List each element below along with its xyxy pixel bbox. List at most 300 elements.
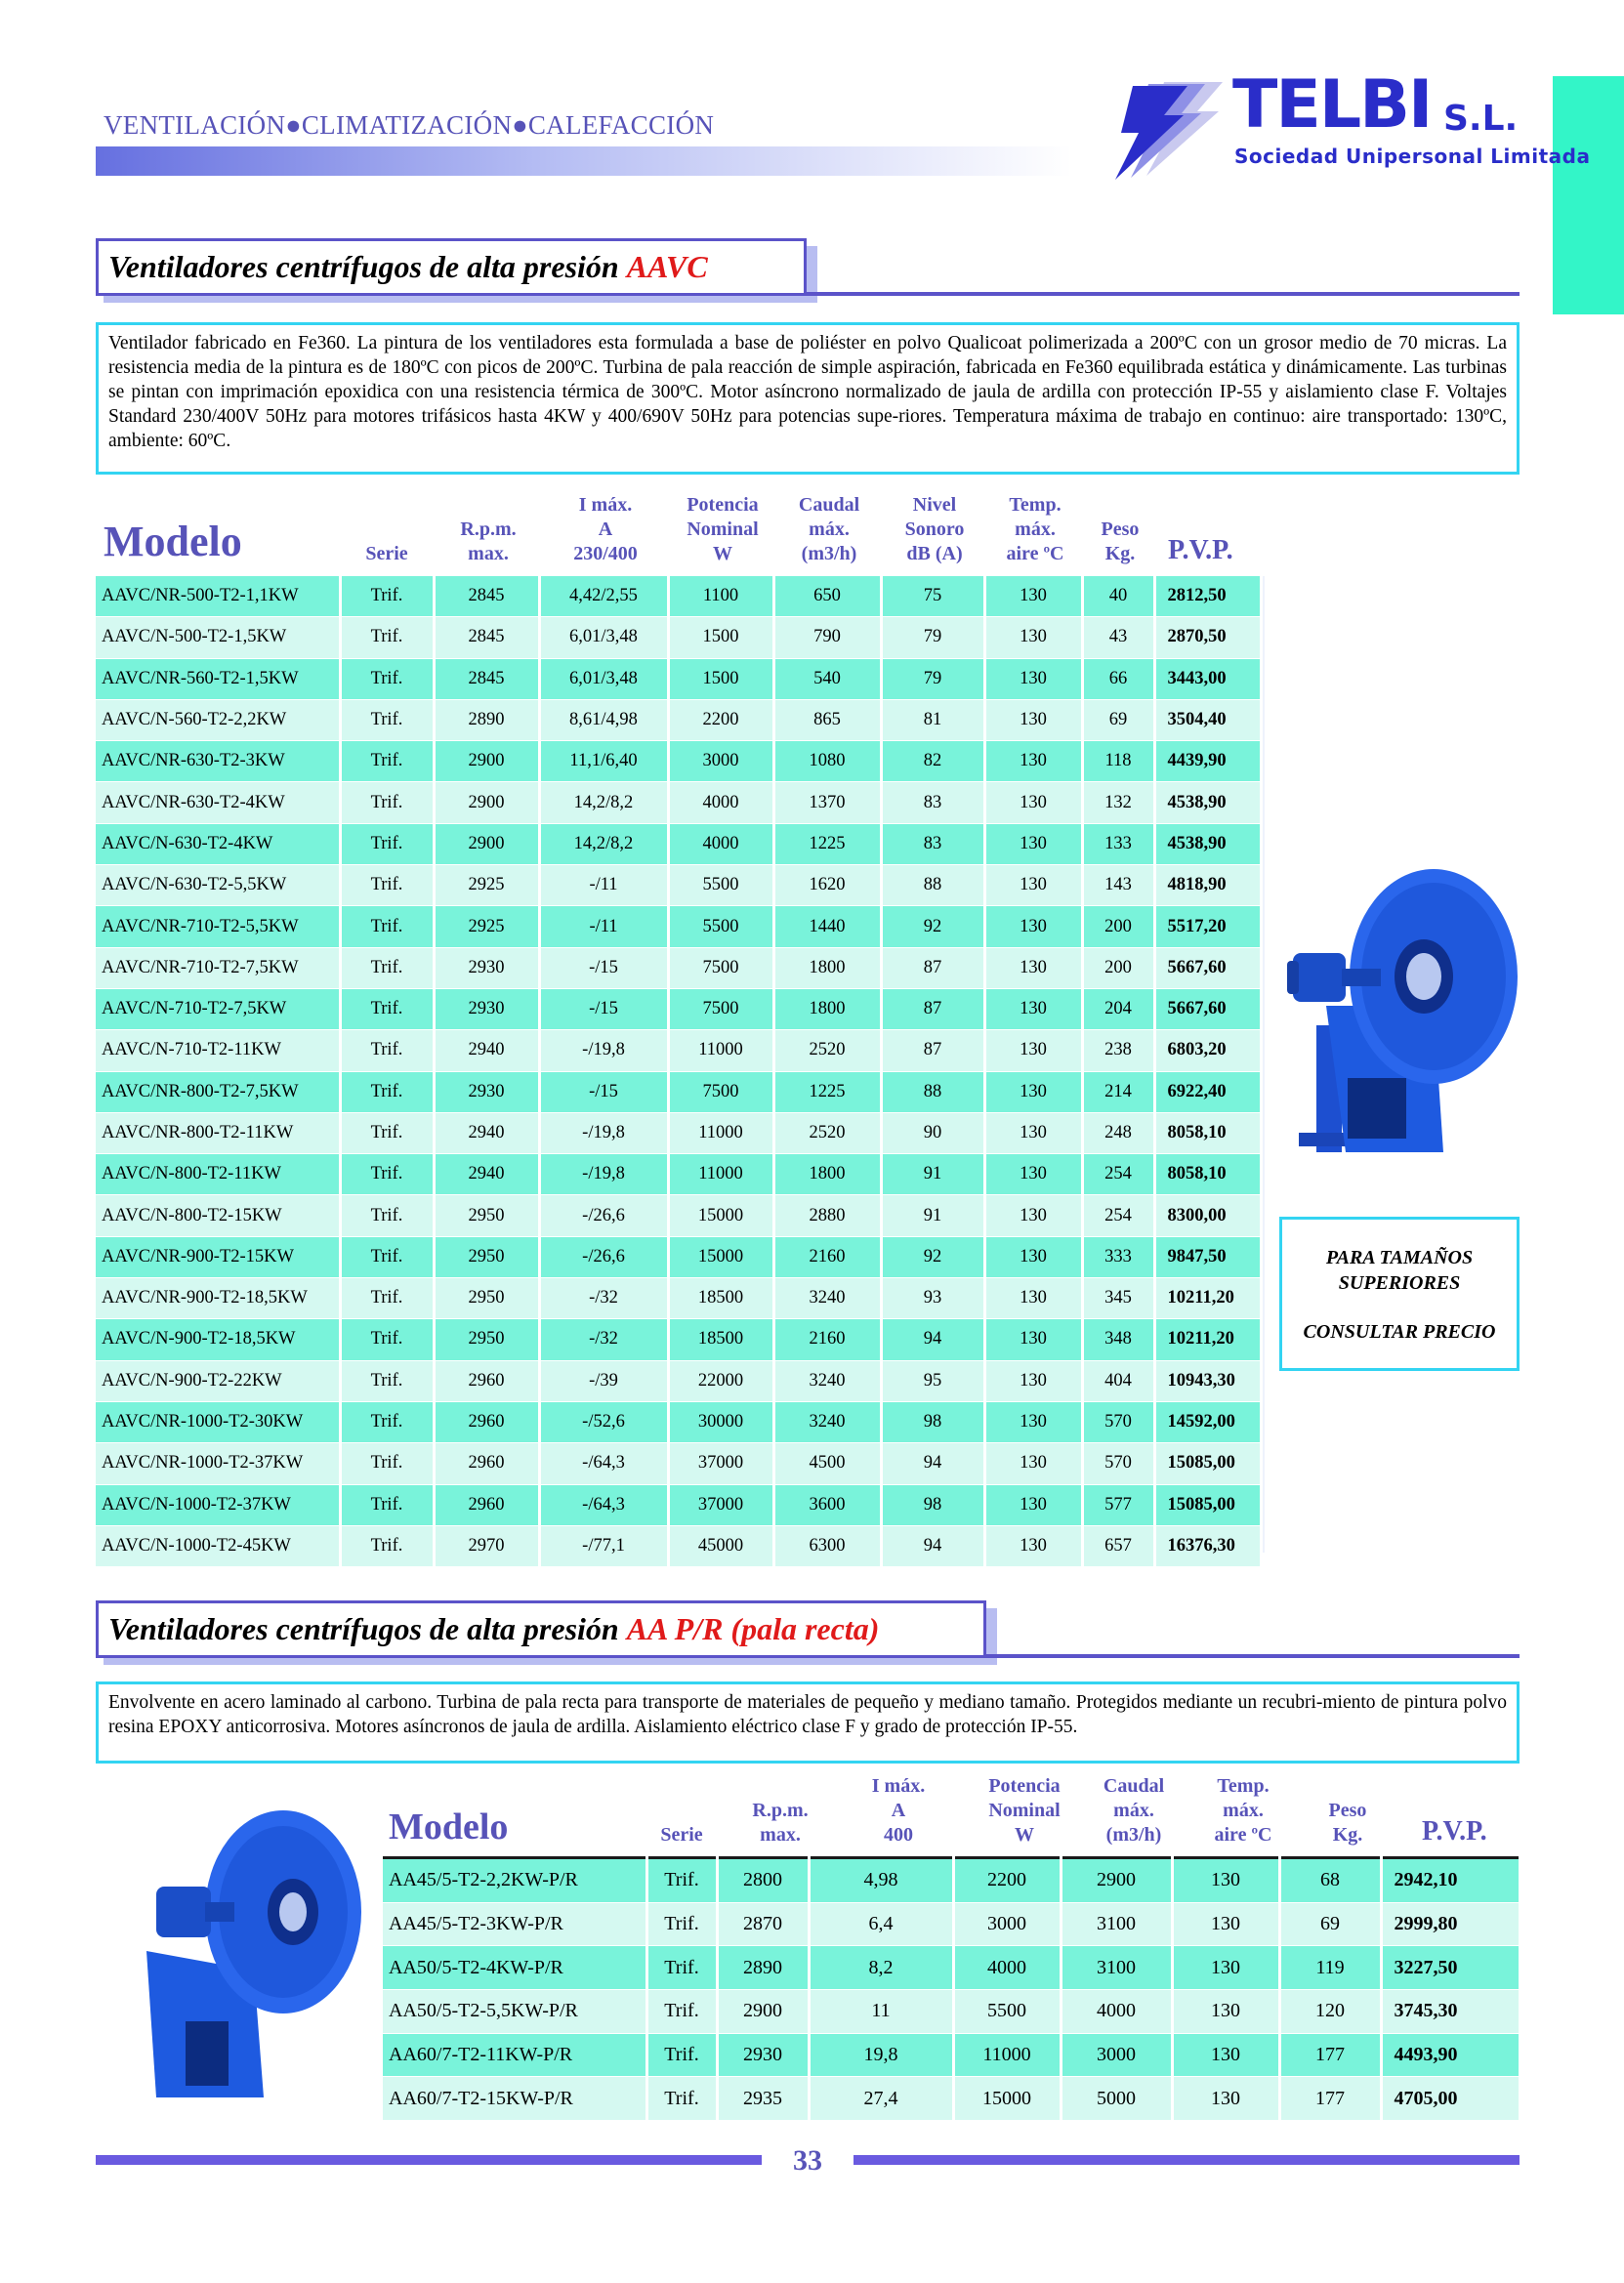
value-cell: 75	[881, 576, 984, 617]
value-cell: 348	[1082, 1319, 1154, 1360]
value-cell: Trif.	[340, 658, 434, 699]
price-cell: 2870,50	[1154, 617, 1261, 658]
value-cell: 1800	[773, 947, 881, 988]
value-cell: 94	[881, 1319, 984, 1360]
value-cell: 130	[984, 988, 1082, 1029]
value-cell: 79	[881, 617, 984, 658]
s2-header-caudal: Caudal máx. (m3/h)	[1103, 1775, 1165, 1846]
value-cell: 130	[984, 741, 1082, 782]
model-cell: AA45/5-T2-2,2KW-P/R	[383, 1858, 646, 1903]
value-cell: 345	[1082, 1278, 1154, 1319]
value-cell: 1800	[773, 1154, 881, 1195]
value-cell: 2925	[434, 906, 539, 947]
table-row	[383, 1990, 1520, 2034]
value-cell: 92	[881, 1236, 984, 1277]
model-cell: AAVC/NR-710-T2-7,5KW	[96, 947, 340, 988]
value-cell: 130	[984, 782, 1082, 823]
value-cell: Trif.	[646, 1902, 717, 1946]
value-cell: 18500	[668, 1319, 773, 1360]
value-cell: 120	[1279, 1990, 1381, 2034]
value-cell: -/11	[539, 865, 668, 906]
value-cell: 2900	[434, 741, 539, 782]
value-cell: 2930	[434, 988, 539, 1029]
table-row	[96, 1443, 1261, 1484]
value-cell: 11000	[668, 1030, 773, 1071]
s2-header-temp: Temp. máx. aire ºC	[1214, 1775, 1272, 1846]
value-cell: Trif.	[646, 1946, 717, 1990]
price-cell: 6803,20	[1154, 1030, 1261, 1071]
value-cell: -/32	[539, 1319, 668, 1360]
value-cell: 7500	[668, 947, 773, 988]
value-cell: 8,61/4,98	[539, 699, 668, 740]
aa-pr-price-table	[383, 1856, 1521, 2121]
value-cell: 11,1/6,40	[539, 741, 668, 782]
value-cell: Trif.	[340, 1030, 434, 1071]
value-cell: 2890	[717, 1946, 809, 1990]
value-cell: 4,42/2,55	[539, 576, 668, 617]
value-cell: -/19,8	[539, 1112, 668, 1153]
price-cell: 4538,90	[1154, 823, 1261, 864]
value-cell: 66	[1082, 658, 1154, 699]
value-cell: 238	[1082, 1030, 1154, 1071]
value-cell: -/39	[539, 1360, 668, 1401]
table-row	[383, 1946, 1520, 1990]
value-cell: 7500	[668, 1071, 773, 1112]
value-cell: 2870	[717, 1902, 809, 1946]
model-cell: AAVC/NR-800-T2-7,5KW	[96, 1071, 340, 1112]
model-cell: AAVC/NR-560-T2-1,5KW	[96, 658, 340, 699]
value-cell: 94	[881, 1525, 984, 1566]
value-cell: 133	[1082, 823, 1154, 864]
value-cell: 6,01/3,48	[539, 658, 668, 699]
model-cell: AAVC/N-1000-T2-37KW	[96, 1484, 340, 1525]
value-cell: 2960	[434, 1360, 539, 1401]
value-cell: 19,8	[809, 2033, 953, 2077]
value-cell: 1500	[668, 617, 773, 658]
model-cell: AAVC/N-900-T2-22KW	[96, 1360, 340, 1401]
value-cell: Trif.	[646, 1990, 717, 2034]
price-cell: 16376,30	[1154, 1525, 1261, 1566]
value-cell: 790	[773, 617, 881, 658]
value-cell: Trif.	[646, 1858, 717, 1903]
model-cell: AA60/7-T2-11KW-P/R	[383, 2033, 646, 2077]
price-cell: 5517,20	[1154, 906, 1261, 947]
value-cell: 130	[984, 617, 1082, 658]
value-cell: 650	[773, 576, 881, 617]
value-cell: 4,98	[809, 1858, 953, 1903]
value-cell: 2930	[717, 2033, 809, 2077]
value-cell: -/11	[539, 906, 668, 947]
value-cell: 1100	[668, 576, 773, 617]
value-cell: 88	[881, 1071, 984, 1112]
value-cell: 11000	[668, 1112, 773, 1153]
value-cell: 11000	[668, 1154, 773, 1195]
value-cell: -/15	[539, 988, 668, 1029]
s1-header-modelo: Modelo	[104, 518, 242, 565]
value-cell: 18500	[668, 1278, 773, 1319]
model-cell: AAVC/NR-630-T2-4KW	[96, 782, 340, 823]
table-row	[96, 1030, 1261, 1071]
value-cell: 200	[1082, 906, 1154, 947]
table-row	[383, 2033, 1520, 2077]
value-cell: 2950	[434, 1236, 539, 1277]
value-cell: 37000	[668, 1484, 773, 1525]
value-cell: 130	[984, 1071, 1082, 1112]
value-cell: 94	[881, 1443, 984, 1484]
value-cell: 4000	[953, 1946, 1061, 1990]
value-cell: Trif.	[340, 1360, 434, 1401]
model-cell: AAVC/N-900-T2-18,5KW	[96, 1319, 340, 1360]
value-cell: 8,2	[809, 1946, 953, 1990]
value-cell: 119	[1279, 1946, 1381, 1990]
value-cell: 14,2/8,2	[539, 782, 668, 823]
value-cell: 130	[984, 947, 1082, 988]
value-cell: 2970	[434, 1525, 539, 1566]
value-cell: 2880	[773, 1195, 881, 1236]
value-cell: Trif.	[340, 1112, 434, 1153]
value-cell: 87	[881, 988, 984, 1029]
table-row	[96, 1071, 1261, 1112]
value-cell: 2950	[434, 1319, 539, 1360]
value-cell: 132	[1082, 782, 1154, 823]
value-cell: 5000	[1061, 2077, 1172, 2121]
value-cell: Trif.	[340, 906, 434, 947]
value-cell: -/26,6	[539, 1195, 668, 1236]
footer-bar-right	[854, 2155, 1520, 2165]
value-cell: -/52,6	[539, 1401, 668, 1442]
table-row	[96, 1319, 1261, 1360]
value-cell: 2160	[773, 1319, 881, 1360]
price-cell: 4439,90	[1154, 741, 1261, 782]
value-cell: 3100	[1061, 1946, 1172, 1990]
value-cell: 130	[984, 1278, 1082, 1319]
value-cell: 68	[1279, 1858, 1381, 1903]
price-cell: 8058,10	[1154, 1154, 1261, 1195]
footer-bar-left	[96, 2155, 762, 2165]
value-cell: 6300	[773, 1525, 881, 1566]
model-cell: AAVC/N-1000-T2-45KW	[96, 1525, 340, 1566]
value-cell: 1080	[773, 741, 881, 782]
value-cell: 130	[1172, 1990, 1279, 2034]
price-cell: 5667,60	[1154, 947, 1261, 988]
value-cell: 2960	[434, 1443, 539, 1484]
section2-title-series: AA P/R (pala recta)	[626, 1611, 880, 1646]
value-cell: 2960	[434, 1484, 539, 1525]
value-cell: 90	[881, 1112, 984, 1153]
aavc-price-table	[96, 576, 1263, 1567]
value-cell: 2200	[668, 699, 773, 740]
value-cell: 130	[984, 1360, 1082, 1401]
value-cell: -/64,3	[539, 1484, 668, 1525]
value-cell: 248	[1082, 1112, 1154, 1153]
value-cell: Trif.	[340, 699, 434, 740]
value-cell: 2950	[434, 1278, 539, 1319]
value-cell: Trif.	[340, 1525, 434, 1566]
model-cell: AAVC/NR-800-T2-11KW	[96, 1112, 340, 1153]
s1-header-caudal: Caudal máx. (m3/h)	[798, 494, 860, 564]
value-cell: 2925	[434, 865, 539, 906]
value-cell: 87	[881, 947, 984, 988]
table-row	[96, 1278, 1261, 1319]
value-cell: Trif.	[340, 1278, 434, 1319]
value-cell: 4000	[668, 782, 773, 823]
value-cell: 4500	[773, 1443, 881, 1484]
value-cell: 4000	[1061, 1990, 1172, 2034]
value-cell: 130	[984, 865, 1082, 906]
table-row	[96, 1112, 1261, 1153]
s1-header-serie: Serie	[365, 543, 408, 564]
value-cell: 254	[1082, 1195, 1154, 1236]
centrifugal-fan-image	[1287, 859, 1525, 1164]
value-cell: 2900	[434, 823, 539, 864]
value-cell: 130	[984, 699, 1082, 740]
model-cell: AAVC/NR-630-T2-3KW	[96, 741, 340, 782]
value-cell: 570	[1082, 1443, 1154, 1484]
value-cell: 130	[984, 906, 1082, 947]
value-cell: 118	[1082, 741, 1154, 782]
value-cell: 177	[1279, 2033, 1381, 2077]
price-cell: 8058,10	[1154, 1112, 1261, 1153]
value-cell: 570	[1082, 1401, 1154, 1442]
value-cell: Trif.	[340, 988, 434, 1029]
value-cell: Trif.	[646, 2033, 717, 2077]
s2-header-modelo: Modelo	[389, 1806, 509, 1847]
price-cell: 4705,00	[1381, 2077, 1520, 2121]
value-cell: 2935	[717, 2077, 809, 2121]
value-cell: 204	[1082, 988, 1154, 1029]
value-cell: Trif.	[340, 1484, 434, 1525]
value-cell: -/19,8	[539, 1154, 668, 1195]
value-cell: 3000	[668, 741, 773, 782]
value-cell: 98	[881, 1484, 984, 1525]
header-tagline: VENTILACIÓN●CLIMATIZACIÓN●CALEFACCIÓN	[104, 110, 715, 140]
table-row	[383, 1858, 1520, 1903]
value-cell: 1225	[773, 823, 881, 864]
s1-header-temp: Temp. máx. aire ºC	[1006, 494, 1064, 564]
value-cell: 2520	[773, 1030, 881, 1071]
table-row	[96, 1236, 1261, 1277]
table-row	[96, 865, 1261, 906]
value-cell: Trif.	[340, 947, 434, 988]
value-cell: 657	[1082, 1525, 1154, 1566]
value-cell: -/26,6	[539, 1236, 668, 1277]
s1-header-imax: I máx. A 230/400	[573, 494, 638, 564]
model-cell: AA50/5-T2-5,5KW-P/R	[383, 1990, 646, 2034]
value-cell: 2900	[717, 1990, 809, 2034]
value-cell: 40	[1082, 576, 1154, 617]
table-row	[96, 1360, 1261, 1401]
s2-header-imax: I máx. A 400	[871, 1775, 926, 1846]
section2-title	[96, 1600, 986, 1658]
model-cell: AAVC/NR-1000-T2-30KW	[96, 1401, 340, 1442]
side-accent-tab	[1553, 76, 1624, 314]
value-cell: -/64,3	[539, 1443, 668, 1484]
table-row	[96, 1154, 1261, 1195]
logo-name: TELBI	[1232, 66, 1432, 144]
logo-suffix: S.L.	[1443, 99, 1519, 139]
price-cell: 5667,60	[1154, 988, 1261, 1029]
value-cell: 2845	[434, 617, 539, 658]
price-cell: 14592,00	[1154, 1401, 1261, 1442]
table-row	[383, 2077, 1520, 2121]
value-cell: 2960	[434, 1401, 539, 1442]
value-cell: -/15	[539, 1071, 668, 1112]
s2-header-potencia: Potencia Nominal W	[988, 1775, 1061, 1846]
value-cell: 130	[1172, 2033, 1279, 2077]
value-cell: 15000	[668, 1195, 773, 1236]
lightning-logo-icon	[1103, 78, 1230, 195]
value-cell: 143	[1082, 865, 1154, 906]
value-cell: 81	[881, 699, 984, 740]
value-cell: 130	[984, 1319, 1082, 1360]
value-cell: 2900	[434, 782, 539, 823]
logo-subtitle: Sociedad Unipersonal Limitada	[1234, 145, 1591, 168]
table-row	[96, 1195, 1261, 1236]
table-row	[96, 576, 1261, 617]
value-cell: Trif.	[340, 1195, 434, 1236]
value-cell: 82	[881, 741, 984, 782]
model-cell: AAVC/NR-500-T2-1,1KW	[96, 576, 340, 617]
value-cell: 22000	[668, 1360, 773, 1401]
table-row	[96, 699, 1261, 740]
value-cell: 577	[1082, 1484, 1154, 1525]
price-cell: 3443,00	[1154, 658, 1261, 699]
model-cell: AAVC/NR-1000-T2-37KW	[96, 1443, 340, 1484]
value-cell: 2800	[717, 1858, 809, 1903]
price-cell: 4538,90	[1154, 782, 1261, 823]
value-cell: 2890	[434, 699, 539, 740]
table-row	[96, 988, 1261, 1029]
model-cell: AAVC/NR-900-T2-15KW	[96, 1236, 340, 1277]
value-cell: 5500	[668, 906, 773, 947]
value-cell: 130	[1172, 1858, 1279, 1903]
model-cell: AAVC/NR-710-T2-5,5KW	[96, 906, 340, 947]
value-cell: 130	[984, 1236, 1082, 1277]
model-cell: AAVC/N-710-T2-11KW	[96, 1030, 340, 1071]
value-cell: 5500	[953, 1990, 1061, 2034]
value-cell: 3240	[773, 1401, 881, 1442]
value-cell: 2930	[434, 1071, 539, 1112]
value-cell: 130	[984, 1484, 1082, 1525]
straight-blade-fan-image	[137, 1805, 361, 2097]
consult-price-notice: PARA TAMAÑOS SUPERIORES CONSULTAR PRECIO	[1279, 1217, 1520, 1371]
model-cell: AAVC/N-800-T2-15KW	[96, 1195, 340, 1236]
value-cell: 130	[984, 1154, 1082, 1195]
value-cell: 2950	[434, 1195, 539, 1236]
value-cell: 130	[984, 1401, 1082, 1442]
price-cell: 2942,10	[1381, 1858, 1520, 1903]
value-cell: 177	[1279, 2077, 1381, 2121]
value-cell: 88	[881, 865, 984, 906]
value-cell: 200	[1082, 947, 1154, 988]
price-cell: 3504,40	[1154, 699, 1261, 740]
model-cell: AA60/7-T2-15KW-P/R	[383, 2077, 646, 2121]
value-cell: 2845	[434, 576, 539, 617]
value-cell: 1800	[773, 988, 881, 1029]
value-cell: 69	[1279, 1902, 1381, 1946]
value-cell: 333	[1082, 1236, 1154, 1277]
value-cell: 92	[881, 906, 984, 947]
table-row	[96, 1525, 1261, 1566]
model-cell: AAVC/N-500-T2-1,5KW	[96, 617, 340, 658]
value-cell: 1440	[773, 906, 881, 947]
value-cell: 6,4	[809, 1902, 953, 1946]
value-cell: 3600	[773, 1484, 881, 1525]
value-cell: Trif.	[340, 1319, 434, 1360]
s1-header-nivel: Nivel Sonoro dB (A)	[904, 494, 965, 564]
value-cell: 15000	[668, 1236, 773, 1277]
price-cell: 10211,20	[1154, 1319, 1261, 1360]
table-row	[96, 906, 1261, 947]
model-cell: AAVC/NR-900-T2-18,5KW	[96, 1278, 340, 1319]
section1-title-series: AAVC	[626, 249, 708, 284]
value-cell: 5500	[668, 865, 773, 906]
value-cell: 98	[881, 1401, 984, 1442]
table-row	[96, 1401, 1261, 1442]
value-cell: 83	[881, 782, 984, 823]
value-cell: Trif.	[340, 1154, 434, 1195]
value-cell: 404	[1082, 1360, 1154, 1401]
price-cell: 4493,90	[1381, 2033, 1520, 2077]
header-gradient-bar	[96, 146, 1072, 176]
value-cell: 43	[1082, 617, 1154, 658]
value-cell: Trif.	[340, 865, 434, 906]
value-cell: Trif.	[340, 1071, 434, 1112]
value-cell: 79	[881, 658, 984, 699]
table-row	[96, 782, 1261, 823]
price-cell: 15085,00	[1154, 1443, 1261, 1484]
value-cell: 27,4	[809, 2077, 953, 2121]
value-cell: 69	[1082, 699, 1154, 740]
value-cell: 2940	[434, 1030, 539, 1071]
value-cell: Trif.	[340, 576, 434, 617]
value-cell: 3000	[1061, 2033, 1172, 2077]
value-cell: 130	[984, 1443, 1082, 1484]
table-row	[96, 947, 1261, 988]
s2-header-peso: Peso Kg.	[1328, 1800, 1367, 1846]
table-row	[383, 1902, 1520, 1946]
value-cell: 45000	[668, 1525, 773, 1566]
table-row	[96, 741, 1261, 782]
s1-header-rpm: R.p.m. max.	[460, 519, 517, 564]
value-cell: 130	[1172, 2077, 1279, 2121]
value-cell: 93	[881, 1278, 984, 1319]
section2-description: Envolvente en acero laminado al carbono. Turbina de pala recta para transporte de materiales de pequeño y mediano tamaño. Protegidos mediante un recubri-miento de pintura polvo resina EPOXY anticorrosiva. Motores asíncronos de jaula de ardilla. Aislamiento eléctrico clase F y grado de protección IP-55.	[96, 1681, 1520, 1764]
price-cell: 10211,20	[1154, 1278, 1261, 1319]
s2-header-pvp: P.V.P.	[1422, 1816, 1487, 1847]
value-cell: 91	[881, 1154, 984, 1195]
value-cell: 95	[881, 1360, 984, 1401]
value-cell: 15000	[953, 2077, 1061, 2121]
value-cell: 1500	[668, 658, 773, 699]
price-cell: 2812,50	[1154, 576, 1261, 617]
value-cell: 37000	[668, 1443, 773, 1484]
value-cell: 130	[1172, 1902, 1279, 1946]
value-cell: -/19,8	[539, 1030, 668, 1071]
s1-header-pvp: P.V.P.	[1168, 535, 1233, 565]
value-cell: 87	[881, 1030, 984, 1071]
value-cell: 2845	[434, 658, 539, 699]
value-cell: 2930	[434, 947, 539, 988]
value-cell: 11	[809, 1990, 953, 2034]
value-cell: Trif.	[340, 617, 434, 658]
value-cell: 91	[881, 1195, 984, 1236]
s1-header-peso: Peso Kg.	[1101, 519, 1140, 564]
value-cell: 130	[984, 658, 1082, 699]
value-cell: -/15	[539, 947, 668, 988]
value-cell: 130	[984, 1195, 1082, 1236]
value-cell: Trif.	[646, 2077, 717, 2121]
